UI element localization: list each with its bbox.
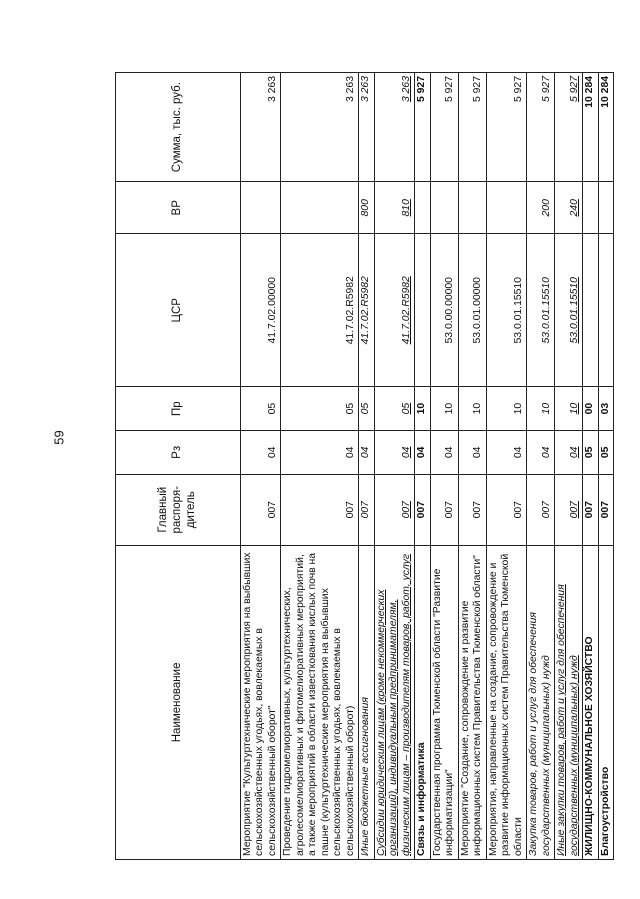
cell-sum: 5 927 bbox=[458, 73, 486, 182]
cell-sum: 10 284 bbox=[583, 73, 598, 182]
table-row bbox=[555, 73, 583, 860]
cell-name: Мероприятия, направленные на создание, сопровождение и развитие информационных систем Правительства Тюменской области bbox=[486, 545, 526, 859]
cell-vr bbox=[458, 182, 486, 234]
cell-admin: 007 bbox=[486, 474, 526, 545]
cell-vr: 240 bbox=[555, 182, 583, 234]
table-row bbox=[527, 73, 555, 860]
cell-sum: 3 263 bbox=[374, 73, 414, 182]
cell-rz: 05 bbox=[598, 430, 613, 474]
cell-sum: 5 927 bbox=[430, 73, 458, 182]
header-vr: ВР bbox=[116, 182, 241, 234]
cell-rz: 04 bbox=[527, 430, 555, 474]
cell-sum: 5 927 bbox=[415, 73, 430, 182]
cell-vr bbox=[430, 182, 458, 234]
cell-rz: 04 bbox=[374, 430, 414, 474]
cell-pr: 03 bbox=[598, 387, 613, 431]
cell-vr bbox=[486, 182, 526, 234]
cell-rz: 04 bbox=[430, 430, 458, 474]
cell-vr bbox=[415, 182, 430, 234]
header-csr: ЦСР bbox=[116, 234, 241, 387]
cell-pr: 05 bbox=[281, 387, 359, 431]
cell-sum: 3 263 bbox=[241, 73, 281, 182]
cell-vr bbox=[583, 182, 598, 234]
cell-csr: 53.0.01.00000 bbox=[458, 234, 486, 387]
cell-sum: 3 263 bbox=[281, 73, 359, 182]
cell-name: Проведение гидромелиоративных, культуртехнических, агролесомелиоративных и фитомелиоративных мероприятий, а также мероприятий в области известкования кислых почв на пашне (культуртехнические мероприятия на выбывших сельскохозяйственных угодьях, вовлекаемых в сельскохозяйственный оборот) bbox=[281, 545, 359, 859]
cell-csr: 53.0.01.15510 bbox=[527, 234, 555, 387]
cell-rz: 04 bbox=[415, 430, 430, 474]
table-row bbox=[281, 73, 359, 860]
cell-csr: 41.7.02.R5982 bbox=[374, 234, 414, 387]
cell-pr: 10 bbox=[527, 387, 555, 431]
cell-pr: 10 bbox=[486, 387, 526, 431]
table-row bbox=[430, 73, 458, 860]
cell-admin: 007 bbox=[241, 474, 281, 545]
header-pr: Пр bbox=[116, 387, 241, 431]
cell-vr bbox=[241, 182, 281, 234]
cell-pr: 00 bbox=[583, 387, 598, 431]
table-row bbox=[415, 73, 430, 860]
cell-name: Субсидии юридическим лицам (кроме некоммерческих организаций), индивидуальным предпринимателям, физическим лицам – производителям товаров, работ, услуг bbox=[374, 545, 414, 859]
cell-csr: 41.7.02.R5982 bbox=[359, 234, 374, 387]
cell-vr: 200 bbox=[527, 182, 555, 234]
table-row bbox=[241, 73, 281, 860]
cell-name: Связь и информатика bbox=[415, 545, 430, 859]
table-header-row bbox=[116, 73, 241, 860]
cell-rz: 04 bbox=[241, 430, 281, 474]
header-sum: Сумма, тыс. руб. bbox=[116, 73, 241, 182]
cell-sum: 5 927 bbox=[486, 73, 526, 182]
cell-pr: 10 bbox=[430, 387, 458, 431]
cell-csr bbox=[415, 234, 430, 387]
header-rz: Рз bbox=[116, 430, 241, 474]
cell-name: ЖИЛИЩНО-КОММУНАЛЬНОЕ ХОЗЯЙСТВО bbox=[583, 545, 598, 859]
cell-name: Государственная программа Тюменской области "Развитие информатизации" bbox=[430, 545, 458, 859]
cell-rz: 04 bbox=[458, 430, 486, 474]
budget-table bbox=[115, 72, 614, 860]
table-row bbox=[583, 73, 598, 860]
cell-admin: 007 bbox=[555, 474, 583, 545]
cell-pr: 05 bbox=[241, 387, 281, 431]
cell-pr: 05 bbox=[359, 387, 374, 431]
cell-csr: 53.0.01.15510 bbox=[486, 234, 526, 387]
cell-rz: 04 bbox=[281, 430, 359, 474]
cell-admin: 007 bbox=[374, 474, 414, 545]
cell-rz: 05 bbox=[583, 430, 598, 474]
cell-csr: 53.0.01.15510 bbox=[555, 234, 583, 387]
cell-name: Закупка товаров, работ и услуг для обеспечения государственных (муниципальных) нужд bbox=[527, 545, 555, 859]
cell-pr: 10 bbox=[458, 387, 486, 431]
cell-name: Мероприятие "Культуртехнические мероприятия на выбывших сельскохозяйственных угодьях, вовлекаемых в сельскохозяйственный оборот" bbox=[241, 545, 281, 859]
cell-csr: 41.7.02.R5982 bbox=[281, 234, 359, 387]
cell-sum: 5 927 bbox=[555, 73, 583, 182]
table-row bbox=[359, 73, 374, 860]
rotated-page-content bbox=[115, 72, 614, 860]
cell-pr: 05 bbox=[374, 387, 414, 431]
cell-rz: 04 bbox=[486, 430, 526, 474]
cell-vr bbox=[598, 182, 613, 234]
table-row bbox=[598, 73, 613, 860]
table-row bbox=[486, 73, 526, 860]
cell-sum: 3 263 bbox=[359, 73, 374, 182]
cell-admin: 007 bbox=[583, 474, 598, 545]
cell-sum: 5 927 bbox=[527, 73, 555, 182]
cell-csr: 53.0.00.00000 bbox=[430, 234, 458, 387]
cell-pr: 10 bbox=[415, 387, 430, 431]
cell-admin: 007 bbox=[415, 474, 430, 545]
table-row bbox=[374, 73, 414, 860]
cell-vr: 810 bbox=[374, 182, 414, 234]
cell-name: Иные бюджетные ассигнования bbox=[359, 545, 374, 859]
cell-csr bbox=[598, 234, 613, 387]
cell-name: Иные закупки товаров, работ и услуг для обеспечения государственных (муниципальных) нужд bbox=[555, 545, 583, 859]
cell-name: Мероприятие "Создание, сопровождение и развитие информационных систем Правительства Тюменской области" bbox=[458, 545, 486, 859]
cell-name: Благоустройство bbox=[598, 545, 613, 859]
page-number: 59 bbox=[51, 430, 67, 445]
cell-vr: 800 bbox=[359, 182, 374, 234]
cell-vr bbox=[281, 182, 359, 234]
header-name: Наименование bbox=[116, 545, 241, 859]
cell-rz: 04 bbox=[555, 430, 583, 474]
cell-admin: 007 bbox=[458, 474, 486, 545]
cell-admin: 007 bbox=[430, 474, 458, 545]
cell-pr: 10 bbox=[555, 387, 583, 431]
cell-csr bbox=[583, 234, 598, 387]
cell-admin: 007 bbox=[598, 474, 613, 545]
table-row bbox=[458, 73, 486, 860]
cell-admin: 007 bbox=[281, 474, 359, 545]
cell-sum: 10 284 bbox=[598, 73, 613, 182]
header-admin: Главный распоря-дитель bbox=[116, 474, 241, 545]
cell-csr: 41.7.02.00000 bbox=[241, 234, 281, 387]
cell-admin: 007 bbox=[527, 474, 555, 545]
cell-rz: 04 bbox=[359, 430, 374, 474]
cell-admin: 007 bbox=[359, 474, 374, 545]
